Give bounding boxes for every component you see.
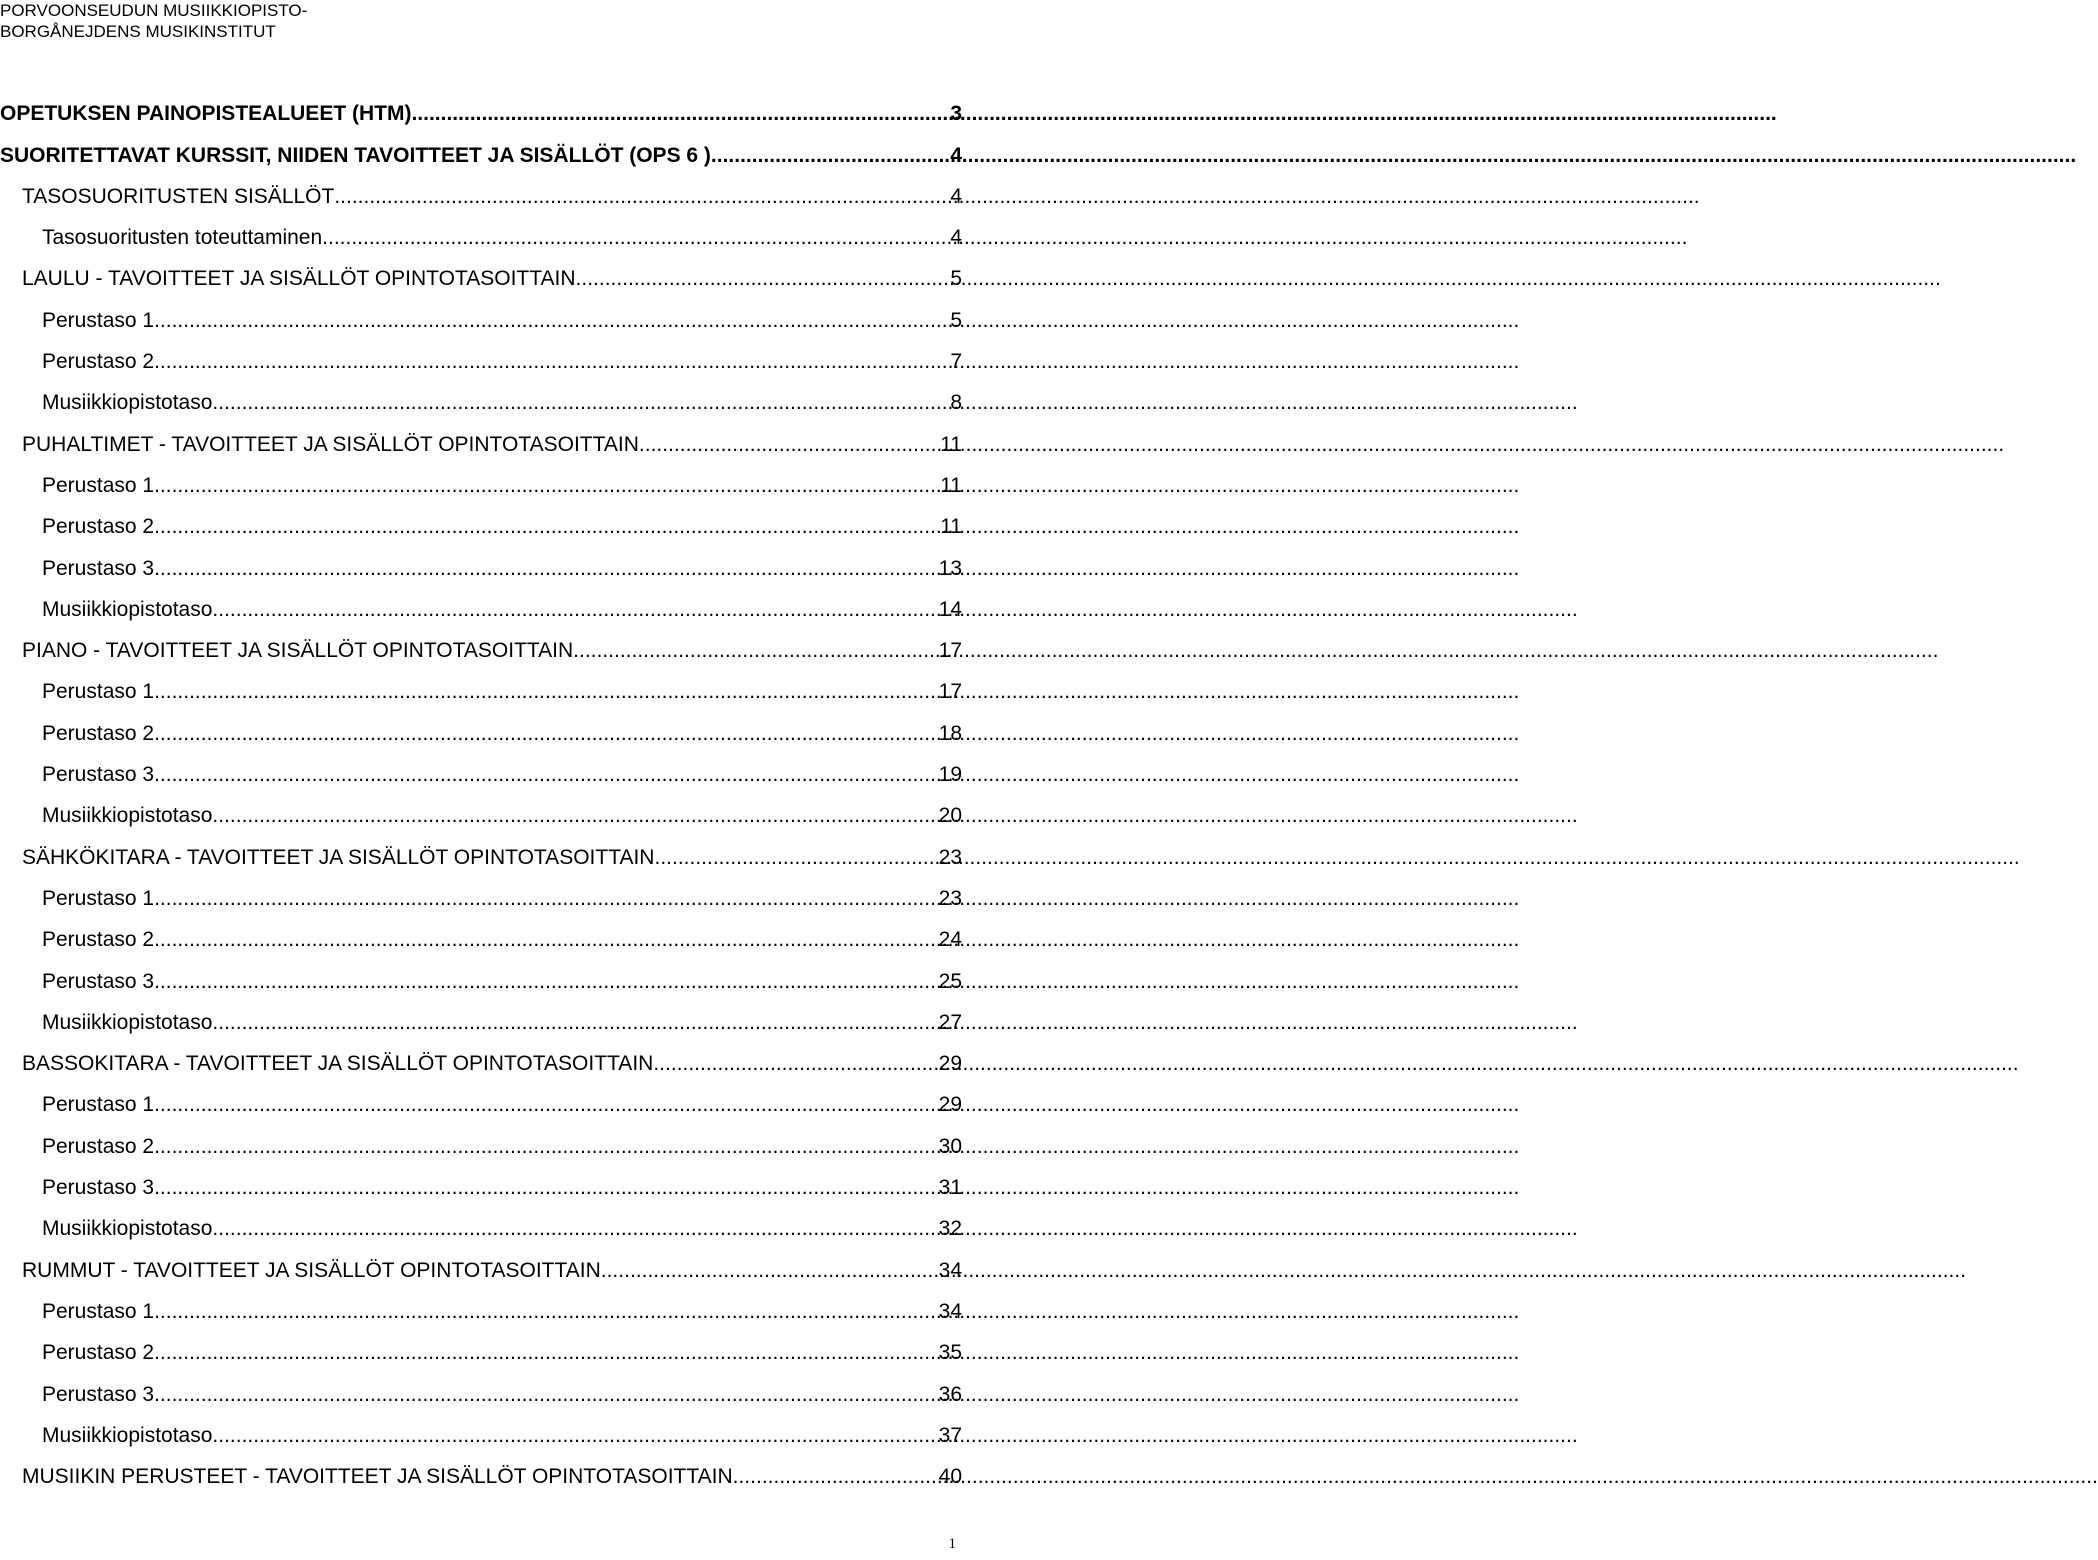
toc-entry[interactable] [0, 374, 962, 415]
toc-dot-leader [411, 102, 950, 126]
toc-entry-title: LAULU - TAVOITTEET JA SISÄLLÖT OPINTOTASOITTAIN [22, 267, 576, 291]
toc-entry-page: 32 [938, 1217, 962, 1241]
toc-entry-title: Musiikkiopistotaso [42, 1010, 213, 1034]
toc-entry-title: Perustaso 3 [42, 763, 155, 787]
toc-entry-title: PUHALTIMET - TAVOITTEET JA SISÄLLÖT OPINTOTASOITTAIN [22, 432, 639, 456]
toc-entry-title: Perustaso 1 [42, 1299, 155, 1323]
toc-dot-leader [154, 1135, 939, 1159]
toc-dot-leader [601, 1259, 939, 1283]
toc-entry-page: 37 [938, 1423, 962, 1447]
toc-entry[interactable] [0, 291, 962, 332]
toc-entry-page: 11 [940, 515, 962, 539]
toc-dot-leader [154, 887, 939, 911]
toc-entry[interactable] [0, 1159, 962, 1200]
toc-entry-title: OPETUKSEN PAINOPISTEALUEET (HTM) [0, 102, 412, 126]
toc-entry[interactable] [0, 870, 962, 911]
toc-dot-leader [154, 1300, 939, 1324]
toc-entry-page: 20 [938, 804, 962, 828]
toc-entry-page: 19 [938, 763, 962, 787]
toc-entry-title: SÄHKÖKITARA - TAVOITTEET JA SISÄLLÖT OPINTOTASOITTAIN [22, 845, 655, 869]
toc-entry[interactable] [0, 126, 962, 167]
toc-entry-title: SUORITETTAVAT KURSSIT, NIIDEN TAVOITTEET JA SISÄLLÖT (OPS 6 ) [0, 143, 711, 167]
toc-entry[interactable] [0, 498, 962, 539]
toc-entry-page: 18 [938, 721, 962, 745]
toc-entry[interactable] [0, 1448, 962, 1489]
toc-entry[interactable] [0, 1076, 962, 1117]
toc-entry-title: Perustaso 2 [42, 1134, 155, 1158]
toc-dot-leader [212, 391, 950, 415]
toc-dot-leader [212, 1217, 938, 1241]
toc-entry[interactable] [0, 1117, 962, 1158]
toc-entry-page: 31 [938, 1176, 962, 1200]
toc-entry-page: 27 [938, 1010, 962, 1034]
toc-entry-page: 11 [940, 473, 962, 497]
toc-dot-leader [322, 226, 950, 250]
toc-entry[interactable] [0, 1283, 962, 1324]
toc-entry-title: Perustaso 2 [42, 1341, 155, 1365]
toc-entry[interactable] [0, 704, 962, 745]
toc-entry[interactable] [0, 250, 962, 291]
toc-entry-title: Perustaso 3 [42, 556, 155, 580]
toc-entry-page: 11 [940, 432, 962, 456]
toc-dot-leader [573, 639, 938, 663]
toc-entry[interactable] [0, 828, 962, 869]
toc-entry-page: 5 [950, 267, 962, 291]
toc-entry-page: 34 [938, 1299, 962, 1323]
toc-entry-page: 4 [950, 143, 962, 167]
toc-entry-page: 5 [950, 308, 962, 332]
toc-entry[interactable] [0, 1035, 962, 1076]
toc-dot-leader [334, 185, 950, 209]
toc-dot-leader [154, 515, 940, 539]
toc-entry-title: Perustaso 1 [42, 1093, 155, 1117]
toc-dot-leader [154, 350, 950, 374]
toc-entry-title: Musiikkiopistotaso [42, 597, 213, 621]
toc-entry-page: 35 [938, 1341, 962, 1365]
toc-dot-leader [154, 309, 950, 333]
toc-entry[interactable] [0, 746, 962, 787]
toc-dot-leader [154, 1341, 939, 1365]
toc-dot-leader [154, 474, 940, 498]
toc-entry-page: 14 [938, 597, 962, 621]
toc-entry-title: Perustaso 2 [42, 928, 155, 952]
toc-entry[interactable] [0, 209, 962, 250]
toc-entry[interactable] [0, 457, 962, 498]
table-of-contents [0, 85, 962, 1489]
toc-entry[interactable] [0, 911, 962, 952]
toc-dot-leader [733, 1465, 939, 1489]
toc-entry[interactable] [0, 994, 962, 1035]
toc-entry-page: 4 [950, 184, 962, 208]
toc-entry[interactable] [0, 415, 962, 456]
toc-entry-title: Perustaso 1 [42, 886, 155, 910]
toc-entry-title: TASOSUORITUSTEN SISÄLLÖT [22, 184, 335, 208]
toc-dot-leader [212, 598, 938, 622]
toc-entry[interactable] [0, 581, 962, 622]
toc-dot-leader [576, 267, 951, 291]
toc-entry-title: Perustaso 1 [42, 308, 155, 332]
toc-entry[interactable] [0, 1200, 962, 1241]
header-line-2: BORGÅNEJDENS MUSIKINSTITUT [0, 22, 276, 41]
toc-dot-leader [154, 1383, 939, 1407]
toc-dot-leader [653, 1052, 938, 1076]
toc-entry-title: Perustaso 2 [42, 350, 155, 374]
toc-entry-title: Perustaso 1 [42, 680, 155, 704]
document-header [0, 0, 307, 42]
toc-entry-title: Musiikkiopistotaso [42, 1217, 213, 1241]
toc-dot-leader [154, 557, 939, 581]
toc-entry[interactable] [0, 787, 962, 828]
toc-entry-title: BASSOKITARA - TAVOITTEET JA SISÄLLÖT OPINTOTASOITTAIN [22, 1052, 654, 1076]
toc-entry-title: Perustaso 1 [42, 473, 155, 497]
toc-entry-title: Perustaso 3 [42, 1382, 155, 1406]
toc-entry-page: 24 [938, 928, 962, 952]
toc-entry-title: Perustaso 2 [42, 515, 155, 539]
toc-entry-page: 29 [938, 1093, 962, 1117]
toc-entry-page: 17 [938, 680, 962, 704]
toc-dot-leader [212, 1011, 938, 1035]
toc-entry-title: Perustaso 2 [42, 721, 155, 745]
toc-entry[interactable] [0, 1241, 962, 1282]
toc-entry[interactable] [0, 952, 962, 993]
toc-entry-title: Musiikkiopistotaso [42, 804, 213, 828]
toc-entry[interactable] [0, 1324, 962, 1365]
toc-entry-title: Perustaso 3 [42, 1176, 155, 1200]
toc-entry-page: 25 [938, 969, 962, 993]
toc-entry-title: Tasosuoritusten toteuttaminen [42, 226, 323, 250]
toc-entry[interactable] [0, 539, 962, 580]
toc-entry-title: Perustaso 3 [42, 969, 155, 993]
toc-dot-leader [154, 1093, 939, 1117]
toc-dot-leader [212, 804, 938, 828]
toc-entry[interactable] [0, 1407, 962, 1448]
toc-dot-leader [154, 722, 939, 746]
toc-entry[interactable] [0, 1365, 962, 1406]
toc-entry[interactable] [0, 333, 962, 374]
toc-entry-page: 8 [950, 391, 962, 415]
toc-entry-page: 30 [938, 1134, 962, 1158]
toc-entry-page: 40 [938, 1465, 962, 1489]
toc-entry-title: PIANO - TAVOITTEET JA SISÄLLÖT OPINTOTASOITTAIN [22, 639, 574, 663]
toc-dot-leader [154, 763, 939, 787]
toc-entry-title: MUSIIKIN PERUSTEET - TAVOITTEET JA SISÄLLÖT OPINTOTASOITTAIN [22, 1465, 733, 1489]
toc-entry-page: 3 [950, 102, 962, 126]
toc-entry-page: 4 [950, 226, 962, 250]
toc-entry-page: 34 [938, 1258, 962, 1282]
toc-dot-leader [154, 1176, 939, 1200]
toc-entry[interactable] [0, 663, 962, 704]
toc-entry[interactable] [0, 622, 962, 663]
toc-dot-leader [212, 1424, 938, 1448]
toc-dot-leader [154, 970, 939, 994]
toc-entry[interactable] [0, 168, 962, 209]
header-line-1: PORVOONSEUDUN MUSIIKKIOPISTO- [0, 1, 308, 20]
toc-entry-page: 23 [938, 845, 962, 869]
toc-entry[interactable] [0, 85, 962, 126]
toc-dot-leader [154, 680, 939, 704]
toc-dot-leader [711, 144, 950, 168]
toc-entry-page: 17 [938, 639, 962, 663]
toc-dot-leader [154, 928, 939, 952]
toc-dot-leader [639, 433, 940, 457]
toc-entry-page: 13 [938, 556, 962, 580]
toc-entry-title: Musiikkiopistotaso [42, 1423, 213, 1447]
toc-entry-title: Musiikkiopistotaso [42, 391, 213, 415]
toc-entry-page: 36 [938, 1382, 962, 1406]
toc-entry-page: 23 [938, 886, 962, 910]
toc-dot-leader [654, 846, 938, 870]
toc-entry-page: 7 [950, 350, 962, 374]
toc-entry-title: RUMMUT - TAVOITTEET JA SISÄLLÖT OPINTOTASOITTAIN [22, 1258, 601, 1282]
page-number: 1 [948, 1536, 956, 1552]
toc-entry-page: 29 [938, 1052, 962, 1076]
